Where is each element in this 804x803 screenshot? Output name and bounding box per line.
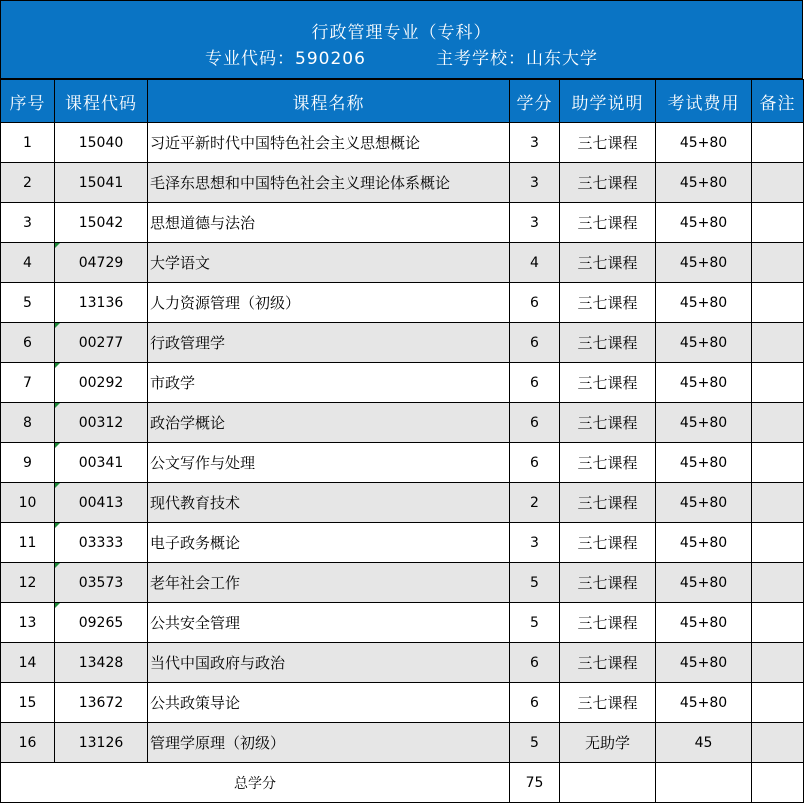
cell-flag-icon: [55, 483, 60, 488]
row-code-text: 15041: [78, 174, 124, 191]
row-code-text: 13136: [78, 294, 124, 311]
row-note: [752, 363, 804, 403]
header-row: [1, 80, 804, 123]
row-credit-text: 3: [530, 174, 539, 191]
row-aid: [560, 123, 656, 163]
row-no: [1, 403, 55, 443]
row-no-text: 2: [23, 174, 32, 191]
table-row: [1, 683, 804, 723]
row-course-name: [148, 403, 510, 443]
row-code-text: 00413: [78, 494, 124, 511]
row-aid: [560, 323, 656, 363]
row-credit-text: 5: [530, 734, 539, 751]
row-no-text: 3: [23, 214, 32, 231]
total-credit: 75: [510, 763, 560, 803]
cell-flag-icon: [55, 563, 60, 568]
row-course-name-text: 毛泽东思想和中国特色社会主义理论体系概论: [150, 174, 451, 192]
row-code-text: 03333: [78, 534, 124, 551]
row-no-text: 5: [23, 294, 32, 311]
row-code-text: 13428: [78, 654, 124, 671]
row-course-name: [148, 163, 510, 203]
row-note: [752, 403, 804, 443]
row-code: [55, 603, 148, 643]
row-code-text: 00341: [78, 454, 124, 471]
row-no-text: 13: [18, 614, 37, 631]
row-fee-text: 45+80: [679, 214, 728, 231]
row-fee-text: 45+80: [679, 134, 728, 151]
row-aid: [560, 643, 656, 683]
row-credit: [510, 123, 560, 163]
row-fee-text: 45+80: [679, 614, 728, 631]
major-code: 专业代码：590206: [205, 49, 366, 69]
row-credit-text: 6: [530, 694, 539, 711]
row-course-name-text: 公共安全管理: [150, 614, 241, 632]
row-code: [55, 123, 148, 163]
row-no-text: 1: [23, 134, 32, 151]
cell-flag-icon: [55, 323, 60, 328]
row-note: [752, 203, 804, 243]
table-row: [1, 403, 804, 443]
row-code: [55, 403, 148, 443]
row-note: [752, 563, 804, 603]
row-code-text: 15042: [78, 214, 124, 231]
row-fee-text: 45: [694, 734, 713, 751]
row-no: [1, 483, 55, 523]
row-credit: [510, 283, 560, 323]
row-no: [1, 603, 55, 643]
row-aid-text: 三七课程: [577, 214, 638, 232]
row-course-name-text: 市政学: [150, 374, 196, 392]
row-note: [752, 243, 804, 283]
row-credit-text: 6: [530, 414, 539, 431]
row-code: [55, 643, 148, 683]
row-no: [1, 163, 55, 203]
row-aid-text: 三七课程: [577, 574, 638, 592]
row-aid-text: 三七课程: [577, 694, 638, 712]
total-aid: [560, 763, 656, 803]
row-course-name: [148, 243, 510, 283]
row-aid-text: 三七课程: [577, 534, 638, 552]
row-no: [1, 443, 55, 483]
row-no: [1, 283, 55, 323]
row-no-text: 14: [18, 654, 37, 671]
row-no: [1, 723, 55, 763]
row-fee: [656, 203, 752, 243]
row-aid-text: 三七课程: [577, 654, 638, 672]
table-row: [1, 603, 804, 643]
row-no-text: 8: [23, 414, 32, 431]
row-credit: [510, 643, 560, 683]
table-row: [1, 163, 804, 203]
row-credit-text: 5: [530, 574, 539, 591]
row-credit: [510, 483, 560, 523]
row-code: [55, 523, 148, 563]
row-no-text: 9: [23, 454, 32, 471]
row-aid: [560, 163, 656, 203]
row-aid: [560, 603, 656, 643]
row-aid-text: 无助学: [584, 734, 630, 752]
row-note: [752, 123, 804, 163]
row-course-name-text: 大学语文: [150, 254, 211, 272]
row-fee-text: 45+80: [679, 174, 728, 191]
cell-flag-icon: [55, 363, 60, 368]
row-no-text: 15: [18, 694, 37, 711]
row-aid: [560, 363, 656, 403]
row-aid: [560, 683, 656, 723]
table-row: [1, 283, 804, 323]
row-credit-text: 6: [530, 374, 539, 391]
row-no: [1, 523, 55, 563]
row-code-text: 15040: [78, 134, 124, 151]
row-code: [55, 563, 148, 603]
page-title: 行政管理专业（专科）: [311, 23, 492, 43]
row-no: [1, 683, 55, 723]
row-aid-text: 三七课程: [577, 494, 638, 512]
table-row: [1, 323, 804, 363]
row-course-name: [148, 203, 510, 243]
total-label: 总学分: [1, 763, 510, 803]
row-course-name: [148, 603, 510, 643]
row-fee-text: 45+80: [679, 494, 728, 511]
row-fee-text: 45+80: [679, 374, 728, 391]
row-note: [752, 723, 804, 763]
row-no: [1, 363, 55, 403]
row-note: [752, 643, 804, 683]
row-code: [55, 243, 148, 283]
row-course-name-text: 现代教育技术: [150, 494, 241, 512]
row-aid: [560, 723, 656, 763]
row-aid: [560, 283, 656, 323]
row-aid: [560, 243, 656, 283]
row-fee-text: 45+80: [679, 574, 728, 591]
table-row: [1, 363, 804, 403]
row-credit: [510, 563, 560, 603]
row-course-name: [148, 443, 510, 483]
table-row: [1, 723, 804, 763]
row-aid-text: 三七课程: [577, 414, 638, 432]
row-aid: [560, 563, 656, 603]
title-block: [0, 0, 803, 79]
row-aid: [560, 523, 656, 563]
row-course-name-text: 行政管理学: [150, 334, 226, 352]
row-no-text: 4: [23, 254, 32, 271]
row-code: [55, 363, 148, 403]
row-no-text: 7: [23, 374, 32, 391]
header-aid: 助学说明: [560, 80, 656, 123]
cell-flag-icon: [55, 443, 60, 448]
header-no: 序号: [1, 80, 55, 123]
cell-flag-icon: [55, 243, 60, 248]
row-code: [55, 283, 148, 323]
row-no-text: 6: [23, 334, 32, 351]
subtitle-line: [1, 44, 802, 69]
row-credit-text: 6: [530, 454, 539, 471]
row-credit-text: 2: [530, 494, 539, 511]
row-course-name: [148, 483, 510, 523]
row-aid-text: 三七课程: [577, 134, 638, 152]
row-no: [1, 323, 55, 363]
total-note: [752, 763, 804, 803]
row-aid-text: 三七课程: [577, 294, 638, 312]
row-fee-text: 45+80: [679, 254, 728, 271]
row-fee-text: 45+80: [679, 334, 728, 351]
row-fee-text: 45+80: [679, 414, 728, 431]
row-course-name: [148, 323, 510, 363]
cell-flag-icon: [55, 523, 60, 528]
row-note: [752, 483, 804, 523]
row-credit-text: 4: [530, 254, 539, 271]
row-code: [55, 483, 148, 523]
row-fee: [656, 683, 752, 723]
row-fee-text: 45+80: [679, 454, 728, 471]
total-row: [1, 763, 804, 803]
row-fee: [656, 123, 752, 163]
row-code: [55, 323, 148, 363]
row-code-text: 04729: [78, 254, 124, 271]
row-course-name: [148, 363, 510, 403]
total-fee: [656, 763, 752, 803]
row-no-text: 12: [18, 574, 37, 591]
row-fee: [656, 723, 752, 763]
row-fee: [656, 243, 752, 283]
row-note: [752, 523, 804, 563]
row-course-name-text: 政治学概论: [150, 414, 226, 432]
row-credit-text: 6: [530, 654, 539, 671]
row-aid: [560, 403, 656, 443]
row-credit-text: 6: [530, 294, 539, 311]
row-no: [1, 203, 55, 243]
table-row: [1, 203, 804, 243]
table-row: [1, 643, 804, 683]
row-course-name: [148, 523, 510, 563]
row-credit: [510, 683, 560, 723]
row-no: [1, 563, 55, 603]
row-note: [752, 603, 804, 643]
cell-flag-icon: [55, 603, 60, 608]
row-aid: [560, 443, 656, 483]
row-credit: [510, 443, 560, 483]
row-course-name: [148, 283, 510, 323]
row-course-name-text: 思想道德与法治: [150, 214, 256, 232]
row-aid-text: 三七课程: [577, 174, 638, 192]
row-credit-text: 3: [530, 134, 539, 151]
row-code: [55, 723, 148, 763]
row-credit: [510, 723, 560, 763]
row-course-name-text: 公共政策导论: [150, 694, 241, 712]
row-code-text: 13672: [78, 694, 124, 711]
row-course-name: [148, 723, 510, 763]
row-fee: [656, 163, 752, 203]
row-credit-text: 5: [530, 614, 539, 631]
row-aid: [560, 483, 656, 523]
row-no-text: 16: [18, 734, 37, 751]
row-course-name-text: 电子政务概论: [150, 534, 241, 552]
row-credit: [510, 203, 560, 243]
row-course-name-text: 管理学原理（初级）: [150, 734, 286, 752]
header-fee: 考试费用: [656, 80, 752, 123]
row-aid-text: 三七课程: [577, 374, 638, 392]
row-credit: [510, 523, 560, 563]
row-fee-text: 45+80: [679, 294, 728, 311]
row-code-text: 00277: [78, 334, 124, 351]
row-code: [55, 683, 148, 723]
table-row: [1, 523, 804, 563]
row-course-name: [148, 683, 510, 723]
table-row: [1, 483, 804, 523]
row-credit-text: 3: [530, 534, 539, 551]
row-credit: [510, 323, 560, 363]
row-aid-text: 三七课程: [577, 334, 638, 352]
exam-school: 主考学校：山东大学: [435, 49, 598, 69]
row-no: [1, 123, 55, 163]
row-course-name: [148, 563, 510, 603]
row-code-text: 13126: [78, 734, 124, 751]
row-credit: [510, 403, 560, 443]
row-course-name: [148, 123, 510, 163]
row-code-text: 00292: [78, 374, 124, 391]
row-fee: [656, 363, 752, 403]
row-fee: [656, 563, 752, 603]
row-note: [752, 443, 804, 483]
row-aid: [560, 203, 656, 243]
row-code-text: 09265: [78, 614, 124, 631]
row-course-name-text: 老年社会工作: [150, 574, 241, 592]
row-code: [55, 443, 148, 483]
row-course-name-text: 习近平新时代中国特色社会主义思想概论: [150, 134, 421, 152]
row-fee: [656, 523, 752, 563]
row-aid-text: 三七课程: [577, 614, 638, 632]
row-fee-text: 45+80: [679, 534, 728, 551]
row-note: [752, 163, 804, 203]
row-fee: [656, 323, 752, 363]
row-credit: [510, 243, 560, 283]
row-code-text: 00312: [78, 414, 124, 431]
row-credit: [510, 163, 560, 203]
row-fee: [656, 643, 752, 683]
row-credit: [510, 603, 560, 643]
row-fee: [656, 403, 752, 443]
row-credit-text: 3: [530, 214, 539, 231]
row-code: [55, 163, 148, 203]
table-row: [1, 243, 804, 283]
table-row: [1, 563, 804, 603]
row-credit-text: 6: [530, 334, 539, 351]
row-course-name-text: 公文写作与处理: [150, 454, 256, 472]
row-course-name: [148, 643, 510, 683]
row-fee: [656, 603, 752, 643]
course-table: [0, 79, 804, 803]
row-fee: [656, 283, 752, 323]
header-credit: 学分: [510, 80, 560, 123]
row-fee: [656, 483, 752, 523]
row-code: [55, 203, 148, 243]
table-row: [1, 123, 804, 163]
row-note: [752, 283, 804, 323]
table-row: [1, 443, 804, 483]
row-no: [1, 243, 55, 283]
cell-flag-icon: [55, 403, 60, 408]
row-no-text: 10: [18, 494, 37, 511]
row-fee-text: 45+80: [679, 654, 728, 671]
header-name: 课程名称: [148, 80, 510, 123]
row-note: [752, 323, 804, 363]
row-aid-text: 三七课程: [577, 454, 638, 472]
row-note: [752, 683, 804, 723]
row-no: [1, 643, 55, 683]
row-course-name-text: 人力资源管理（初级）: [150, 294, 301, 312]
row-credit: [510, 363, 560, 403]
row-fee: [656, 443, 752, 483]
header-code: 课程代码: [55, 80, 148, 123]
row-no-text: 11: [18, 534, 37, 551]
row-course-name-text: 当代中国政府与政治: [150, 654, 286, 672]
header-note: 备注: [752, 80, 804, 123]
row-fee-text: 45+80: [679, 694, 728, 711]
row-code-text: 03573: [78, 574, 124, 591]
row-aid-text: 三七课程: [577, 254, 638, 272]
